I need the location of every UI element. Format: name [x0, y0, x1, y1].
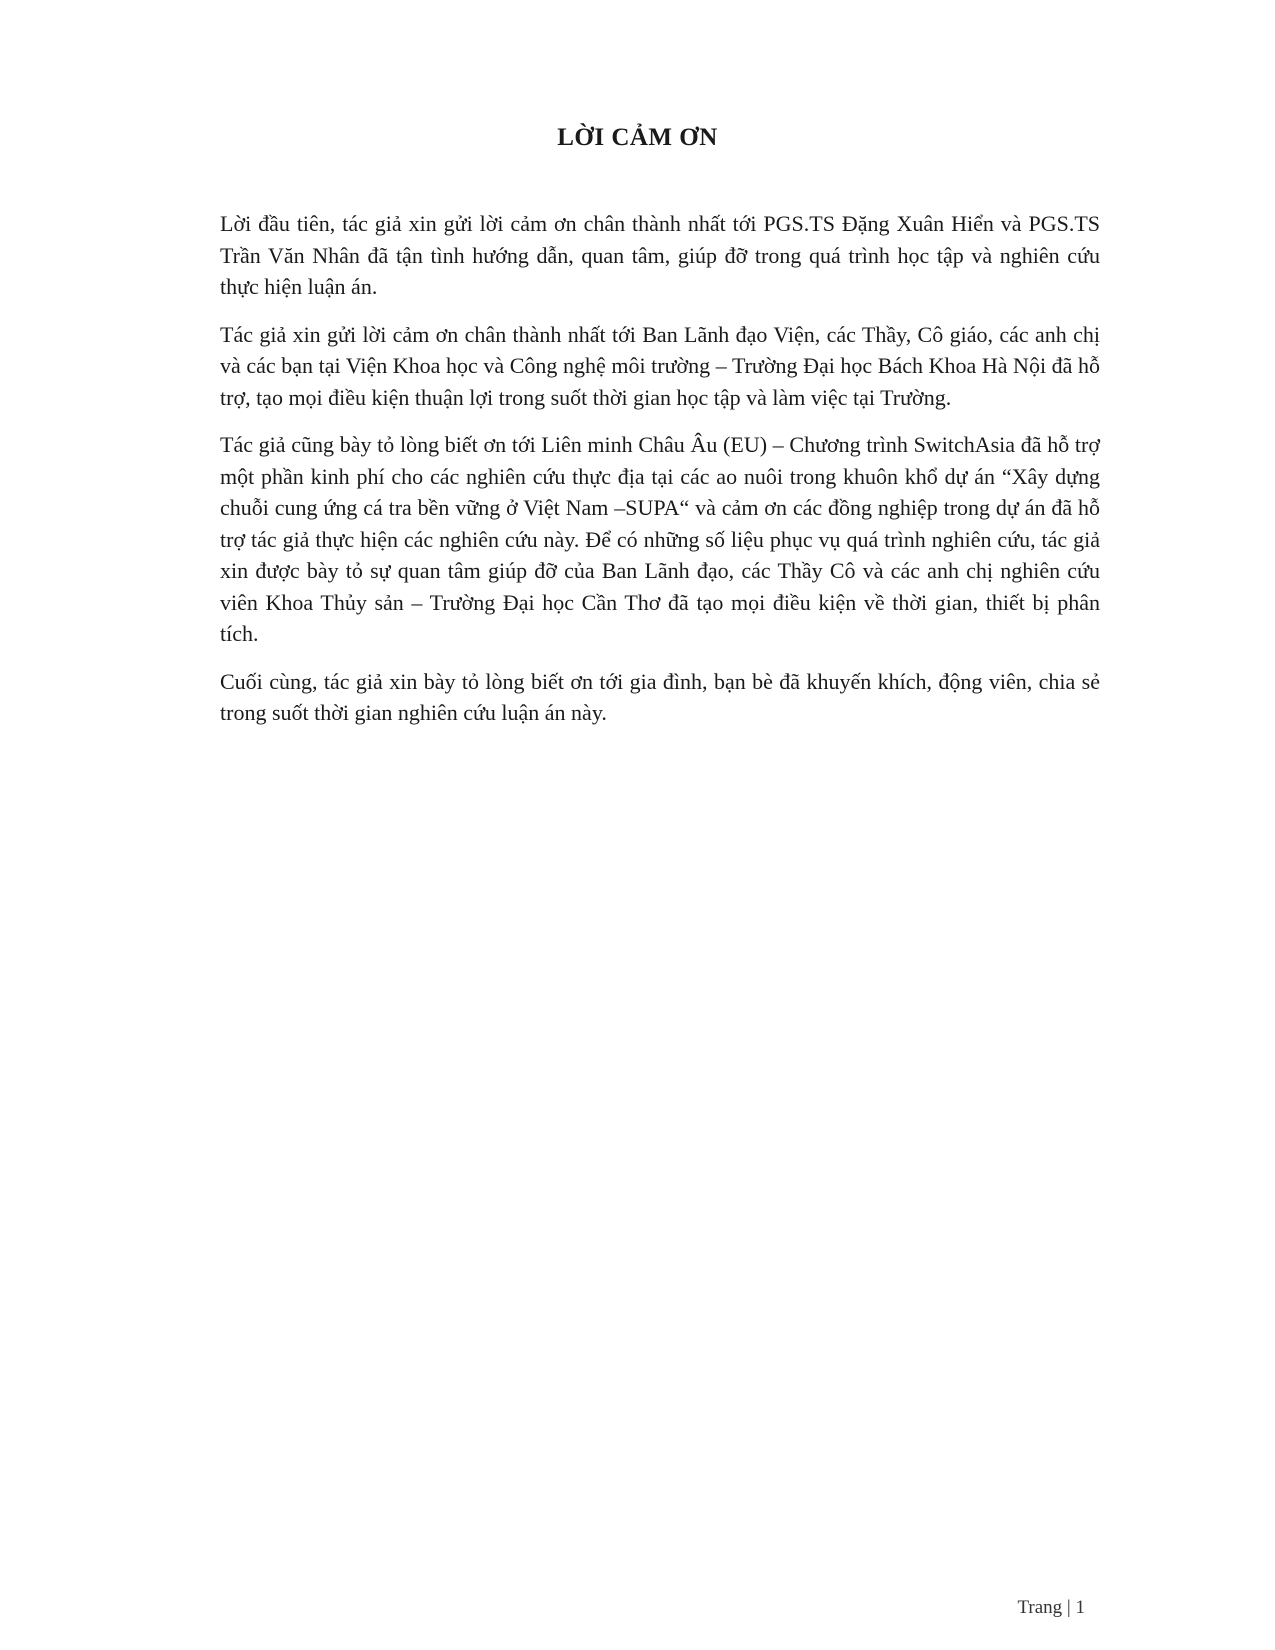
- page-number: Trang | 1: [1017, 1597, 1085, 1618]
- paragraph-1: Lời đầu tiên, tác giả xin gửi lời cảm ơn chân thành nhất tới PGS.TS Đặng Xuân Hiển và PGS.TS Trần Văn Nhân đã tận tình hướng dẫn, quan tâm, giúp đỡ trong quá trình học tập và nghiên cứu thực hiện luận án.: [220, 211, 1100, 299]
- paragraph-3: Tác giả cũng bày tỏ lòng biết ơn tới Liên minh Châu Âu (EU) – Chương trình SwitchAsia đã hỗ trợ một phần kinh phí cho các nghiên cứu thực địa tại các ao nuôi trong khuôn khổ dự án “Xây dựng chuỗi cung ứng cá tra bền vững ở Việt Nam –SUPA“ và cảm ơn các đồng nghiệp trong dự án đã hỗ trợ tác giả thực hiện các nghiên cứu này. Để có những số liệu phục vụ quá trình nghiên cứu, tác giả xin được bày tỏ sự quan tâm giúp đỡ của Ban Lãnh đạo, các Thầy Cô và các anh chị nghiên cứu viên Khoa Thủy sản – Trường Đại học Cần Thơ đã tạo mọi điều kiện về thời gian, thiết bị phân tích.: [220, 432, 1100, 646]
- document-body: [220, 208, 1100, 745]
- paragraph-4: Cuối cùng, tác giả xin bày tỏ lòng biết ơn tới gia đình, bạn bè đã khuyến khích, động viên, chia sẻ trong suốt thời gian nghiên cứu luận án này.: [220, 668, 1100, 725]
- page-title: LỜI CẢM ƠN: [557, 124, 718, 151]
- paragraph-2: Tác giả xin gửi lời cảm ơn chân thành nhất tới Ban Lãnh đạo Viện, các Thầy, Cô giáo, các anh chị và các bạn tại Viện Khoa học và Công nghệ môi trường – Trường Đại học Bách Khoa Hà Nội đã hỗ trợ, tạo mọi điều kiện thuận lợi trong suốt thời gian học tập và làm việc tại Trường.: [220, 321, 1100, 410]
